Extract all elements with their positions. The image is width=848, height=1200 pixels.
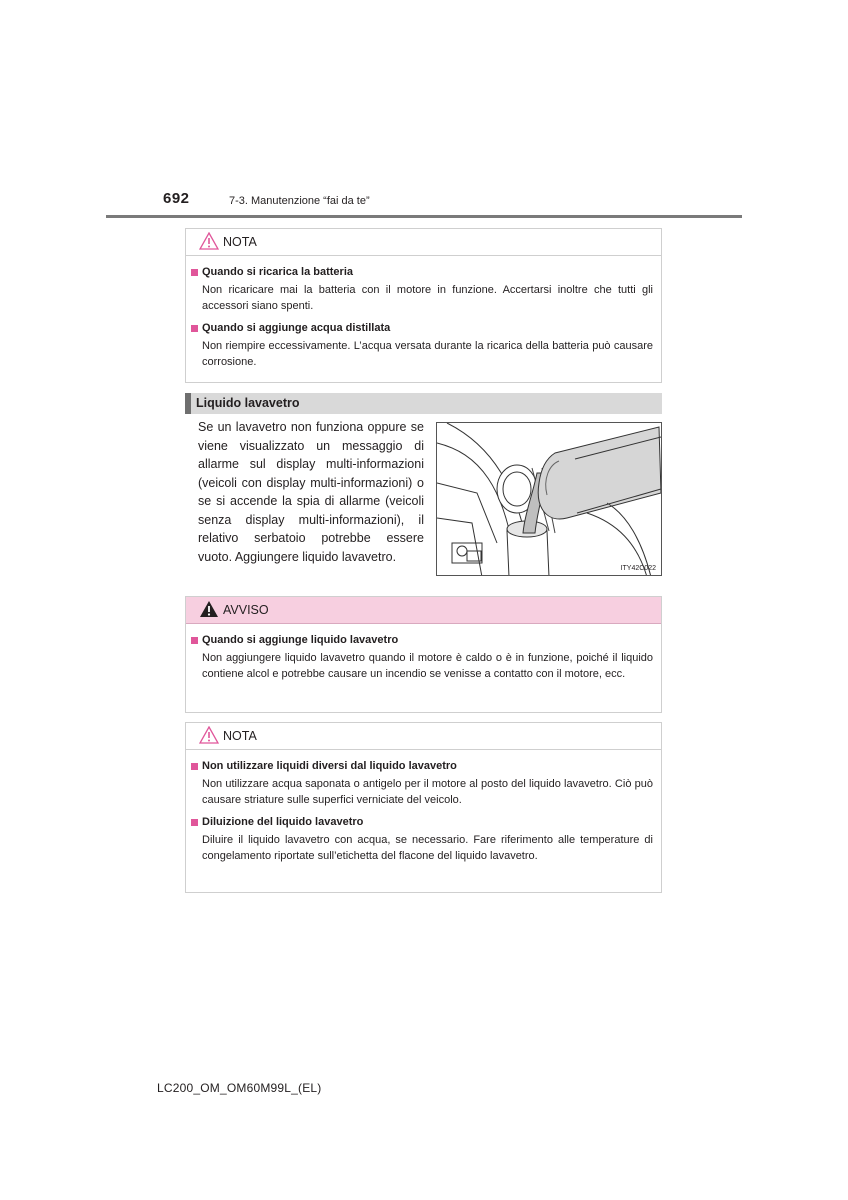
bullet-square-icon	[191, 819, 198, 826]
item-title: Non utilizzare liquidi diversi dal liquido lavavetro	[202, 760, 457, 772]
avviso-box	[185, 596, 662, 713]
subsection-body: Se un lavavetro non funziona oppure se viene visualizzato un messaggio di allarme sul display multi-informazioni (veicoli con display multi-informazioni) o se si accende la spia di allarme (veicoli senza display multi-informazioni), il relativo serbatoio potrebbe essere vuoto. Aggiungere liquido lavavetro.	[198, 420, 424, 564]
nota-item	[191, 322, 653, 370]
figure-code: ITY42C022	[620, 565, 656, 572]
item-text: Non aggiungere liquido lavavetro quando il motore è caldo o è in funzione, poiché il liquido contiene alcol e potrebbe causare un incendio se venisse a contatto con il motore, ecc.	[202, 652, 653, 680]
header-rule	[106, 215, 742, 218]
subsection-title: Liquido lavavetro	[196, 396, 300, 410]
page-number: 692	[163, 190, 190, 207]
bullet-square-icon	[191, 325, 198, 332]
document-code: LC200_OM_OM60M99L_(EL)	[157, 1081, 322, 1095]
item-title: Quando si ricarica la batteria	[202, 266, 354, 278]
warning-triangle-icon	[199, 600, 219, 618]
pouring-washer-fluid-icon	[437, 423, 662, 576]
avviso-item	[191, 634, 653, 682]
nota-label: NOTA	[223, 235, 257, 249]
avviso-label: AVVISO	[223, 603, 269, 617]
nota-label: NOTA	[223, 729, 257, 743]
nota-box-washer	[185, 722, 662, 893]
washer-fluid-illustration	[436, 422, 662, 576]
nota-item	[191, 266, 653, 314]
subsection-heading	[185, 393, 662, 414]
caution-triangle-icon	[199, 232, 219, 250]
item-text: Non utilizzare acqua saponata o antigelo per il motore al posto del liquido lavavetro. Ciò può causare striature sulle superfici verniciate del veicolo.	[202, 778, 653, 806]
item-text: Non ricaricare mai la batteria con il motore in funzione. Accertarsi inoltre che tutti gli accessori siano spenti.	[202, 284, 653, 312]
nota-item	[191, 816, 653, 864]
nota-header	[186, 723, 661, 750]
bullet-square-icon	[191, 269, 198, 276]
caution-triangle-icon	[199, 726, 219, 744]
item-title: Quando si aggiunge acqua distillata	[202, 322, 391, 334]
nota-item	[191, 760, 653, 808]
item-title: Diluizione del liquido lavavetro	[202, 816, 364, 828]
bullet-square-icon	[191, 637, 198, 644]
bullet-square-icon	[191, 763, 198, 770]
section-title: 7-3. Manutenzione “fai da te”	[229, 195, 370, 207]
nota-header	[186, 229, 661, 256]
item-text: Diluire il liquido lavavetro con acqua, se necessario. Fare riferimento alle temperature di congelamento riportate sull’etichetta del flacone del liquido lavavetro.	[202, 834, 653, 862]
item-text: Non riempire eccessivamente. L’acqua versata durante la ricarica della batteria può causare corrosione.	[202, 340, 653, 368]
item-title: Quando si aggiunge liquido lavavetro	[202, 634, 399, 646]
nota-box-battery	[185, 228, 662, 383]
subsection-accent	[185, 393, 191, 414]
avviso-header	[186, 597, 661, 624]
